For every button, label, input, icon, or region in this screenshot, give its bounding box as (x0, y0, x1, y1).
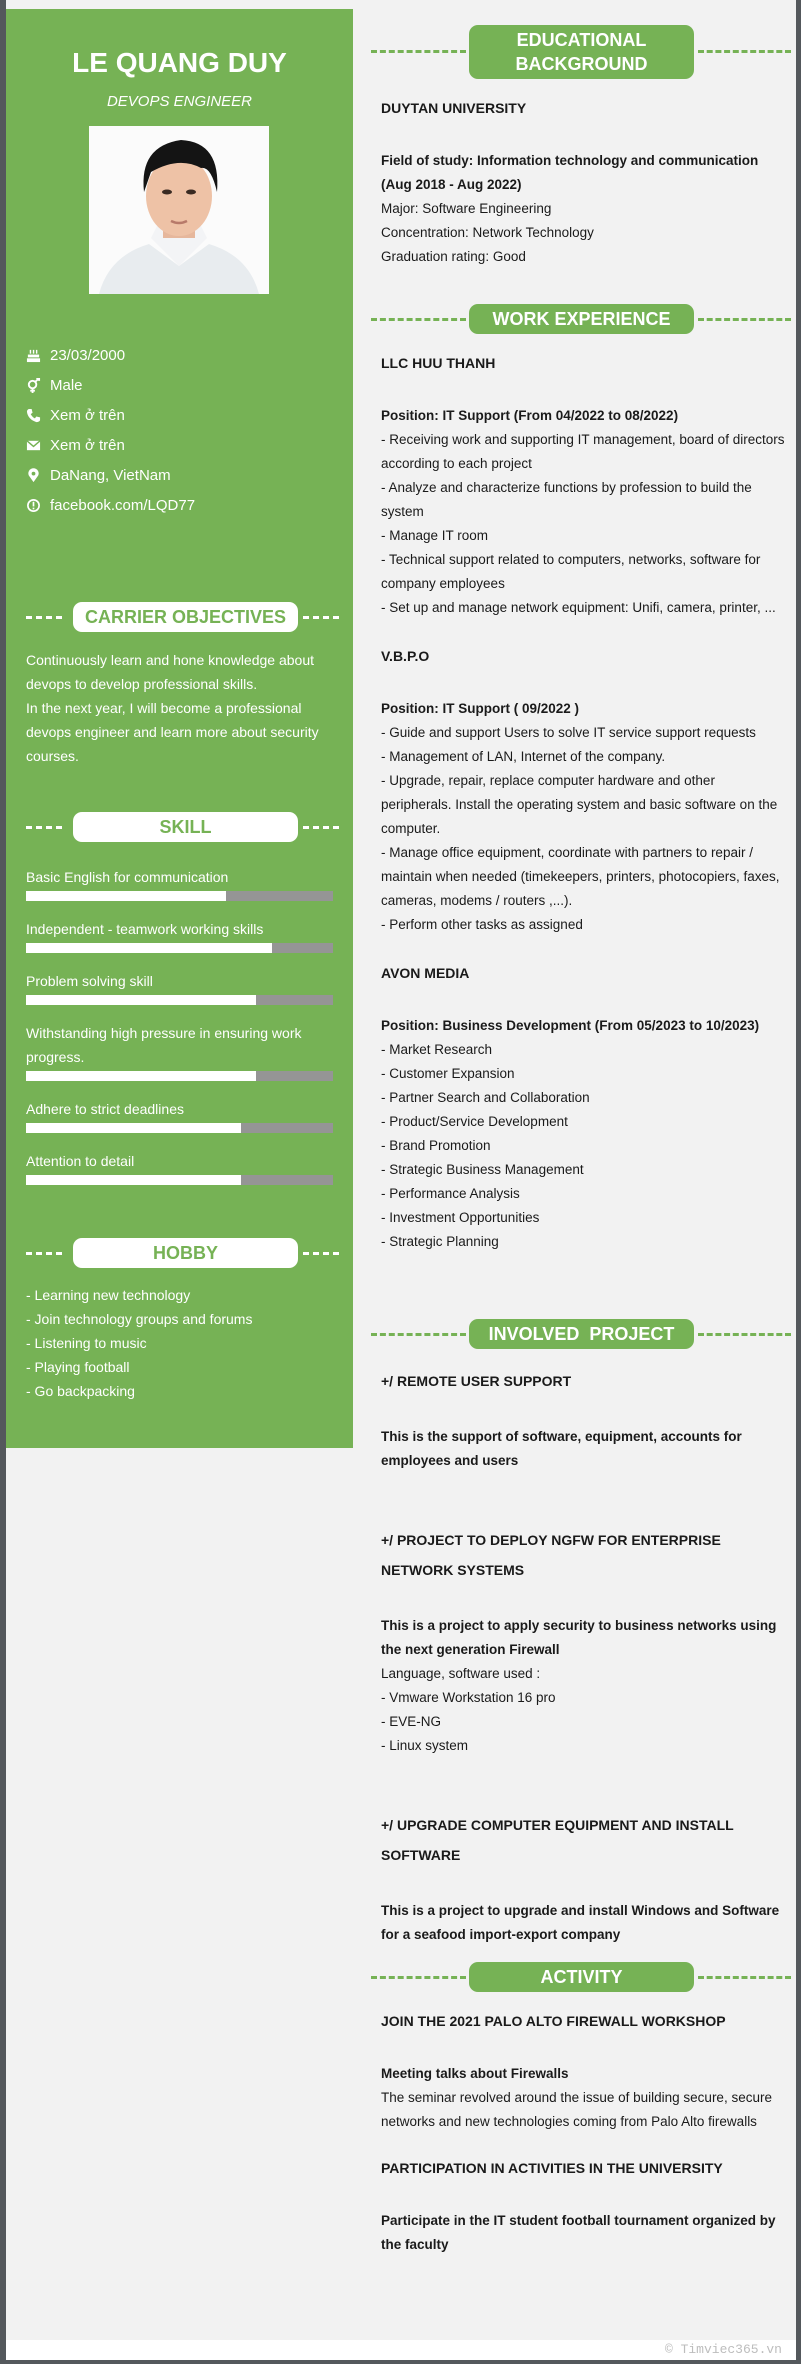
education-heading (371, 25, 791, 79)
projects-section (381, 1366, 785, 1947)
job-task: - Set up and manage network equipment: Unifi, camera, printer, ... (381, 600, 776, 615)
spacer (381, 937, 785, 961)
school-name: DUYTAN UNIVERSITY (381, 100, 527, 116)
location-icon (26, 468, 41, 483)
skill-level-fill (26, 1071, 256, 1081)
job-task: - Strategic Planning (381, 1234, 499, 1249)
job-task: - Management of LAN, Internet of the company. (381, 749, 666, 764)
info-phone (26, 405, 125, 425)
project-description: This is a project to upgrade and install Windows and Software for a seafood import-export company (381, 1903, 780, 1942)
phone-icon (26, 408, 41, 423)
info-birthday (26, 345, 125, 365)
scrollbar[interactable] (796, 0, 801, 2364)
email-icon (26, 438, 41, 453)
job-task: - Manage office equipment, coordinate with partners to repair / maintain when needed (timekeepers, printers, photocopiers, faxes, cameras, modems / routers ,...). (381, 845, 780, 908)
gender-icon (26, 378, 41, 393)
skill-level-fill (26, 1123, 241, 1133)
job-task: - Partner Search and Collaboration (381, 1090, 590, 1105)
job-task: - Product/Service Development (381, 1114, 568, 1129)
project-description: This is the support of software, equipment, accounts for employees and users (381, 1429, 742, 1468)
skill-level-fill (26, 995, 256, 1005)
hobby-item: - Go backpacking (26, 1383, 135, 1399)
education-title-line2: BACKGROUND (515, 54, 648, 74)
projects-heading (371, 1319, 791, 1349)
spacer (381, 668, 785, 697)
job-task: - Manage IT room (381, 528, 489, 543)
job-task: - Performance Analysis (381, 1186, 520, 1201)
skill-item (26, 1097, 333, 1133)
phone-text: Xem ở trên (50, 406, 125, 424)
birthday-cake-icon (26, 348, 41, 363)
spacer (381, 1758, 785, 1810)
company-name: V.B.P.O (381, 648, 430, 664)
skill-level-fill (26, 943, 272, 953)
projects-title: INVOLVED PROJECT (469, 1319, 694, 1349)
spacer (381, 2180, 785, 2209)
education-section (381, 96, 785, 269)
hobby-title: HOBBY (73, 1238, 298, 1268)
job-position: Position: IT Support (From 04/2022 to 08/2022) (381, 408, 679, 423)
job-task: - Market Research (381, 1042, 493, 1057)
skill-item (26, 1021, 333, 1081)
hobby-item: - Join technology groups and forums (26, 1311, 253, 1327)
skill-label: Independent - teamwork working skills (26, 921, 264, 937)
info-facebook (26, 495, 195, 515)
job-task: - Upgrade, repair, replace computer hardware and other peripherals. Install the operating system and basic software on the computer. (381, 773, 778, 836)
footer (6, 2340, 796, 2360)
skill-level-bar (26, 1123, 333, 1133)
job-task: - Analyze and characterize functions by profession to build the system (381, 480, 752, 519)
objective-line: In the next year, I will become a professional devops engineer and learn more about security courses. (26, 700, 319, 764)
facebook-link[interactable]: facebook.com/LQD77 (50, 496, 196, 514)
job-position: Position: Business Development (From 05/2023 to 10/2023) (381, 1018, 760, 1033)
location-text: DaNang, VietNam (50, 466, 171, 484)
gender-text: Male (50, 376, 83, 394)
spacer (381, 1473, 785, 1525)
company-name: AVON MEDIA (381, 965, 470, 981)
profile-photo (89, 126, 269, 294)
info-gender (26, 375, 83, 395)
job-task: - Customer Expansion (381, 1066, 515, 1081)
project-detail: - Vmware Workstation 16 pro (381, 1690, 556, 1705)
job-task: - Strategic Business Management (381, 1162, 584, 1177)
project-title: +/ UPGRADE COMPUTER EQUIPMENT AND INSTALL SOFTWARE (381, 1817, 734, 1863)
info-location (26, 465, 171, 485)
skill-level-bar (26, 995, 333, 1005)
activity-section (381, 2009, 785, 2257)
education-detail: Major: Software Engineering (381, 201, 552, 216)
skill-title: SKILL (73, 812, 298, 842)
skill-label: Adhere to strict deadlines (26, 1101, 184, 1117)
hobby-item: - Playing football (26, 1359, 130, 1375)
hobby-heading (26, 1238, 333, 1268)
spacer (381, 2134, 785, 2156)
skill-label: Withstanding high pressure in ensuring work progress. (26, 1025, 302, 1065)
skill-item (26, 917, 333, 953)
sidebar (6, 9, 353, 1448)
spacer (381, 375, 785, 404)
job-title: DEVOPS ENGINEER (106, 93, 253, 110)
skill-item (26, 969, 333, 1005)
field-of-study: Field of study: Information technology and communication (Aug 2018 - Aug 2022) (381, 153, 759, 192)
activity-subtitle: Participate in the IT student football tournament organized by the faculty (381, 2213, 776, 2252)
objectives-text (26, 648, 336, 768)
spacer (381, 1585, 785, 1614)
work-title: WORK EXPERIENCE (469, 304, 694, 334)
activity-heading (371, 1962, 791, 1992)
job-task: - Guide and support Users to solve IT service support requests (381, 725, 756, 740)
skill-level-bar (26, 1071, 333, 1081)
project-title: +/ PROJECT TO DEPLOY NGFW FOR ENTERPRISE NETWORK SYSTEMS (381, 1532, 721, 1578)
activity-title: JOIN THE 2021 PALO ALTO FIREWALL WORKSHOP (381, 2013, 726, 2029)
job-task: - Technical support related to computers, networks, software for company employees (381, 552, 761, 591)
activity-title: ACTIVITY (469, 1962, 694, 1992)
spacer (381, 620, 785, 644)
objectives-title: CARRIER OBJECTIVES (73, 602, 298, 632)
work-heading (371, 304, 791, 334)
skill-item (26, 865, 333, 901)
project-detail: - Linux system (381, 1738, 469, 1753)
hobby-item: - Listening to music (26, 1335, 147, 1351)
birthday-text: 23/03/2000 (50, 346, 126, 364)
skill-label: Problem solving skill (26, 973, 153, 989)
job-task: - Receiving work and supporting IT management, board of directors according to each project (381, 432, 785, 471)
company-name: LLC HUU THANH (381, 355, 496, 371)
spacer (381, 1396, 785, 1425)
skill-label: Attention to detail (26, 1153, 135, 1169)
objectives-heading (26, 602, 333, 632)
activity-description: The seminar revolved around the issue of building secure, secure networks and new technologies coming from Palo Alto firewalls (381, 2090, 772, 2129)
skill-level-bar (26, 943, 333, 953)
info-email (26, 435, 125, 455)
job-task: - Brand Promotion (381, 1138, 491, 1153)
project-description: This is a project to apply security to business networks using the next generation Firewall (381, 1618, 777, 1657)
job-position: Position: IT Support ( 09/2022 ) (381, 701, 580, 716)
work-section (381, 351, 785, 1254)
skill-label: Basic English for communication (26, 869, 229, 885)
activity-subtitle: Meeting talks about Firewalls (381, 2066, 569, 2081)
spacer (381, 1870, 785, 1899)
email-text: Xem ở trên (50, 436, 125, 454)
objective-line: Continuously learn and hone knowledge about devops to develop professional skills. (26, 652, 314, 692)
project-detail: - EVE-NG (381, 1714, 442, 1729)
watermark: © Timviec365.vn (664, 2342, 782, 2357)
bottom-border (0, 2360, 801, 2364)
hobby-item: - Learning new technology (26, 1287, 191, 1303)
skill-level-bar (26, 1175, 333, 1185)
project-detail: Language, software used : (381, 1666, 541, 1681)
skill-level-bar (26, 891, 333, 901)
education-detail: Concentration: Network Technology (381, 225, 594, 240)
info-icon (26, 498, 41, 513)
spacer (381, 985, 785, 1014)
hobby-list (26, 1283, 252, 1403)
project-title: +/ REMOTE USER SUPPORT (381, 1373, 572, 1389)
activity-title: PARTICIPATION IN ACTIVITIES IN THE UNIVERSITY (381, 2160, 723, 2176)
spacer (381, 2033, 785, 2062)
skill-level-fill (26, 1175, 241, 1185)
job-task: - Perform other tasks as assigned (381, 917, 583, 932)
skill-level-fill (26, 891, 226, 901)
education-title-line1: EDUCATIONAL (516, 30, 647, 50)
candidate-name: LE QUANG DUY (72, 47, 287, 78)
skill-item (26, 1149, 333, 1185)
skill-heading (26, 812, 333, 842)
job-task: - Investment Opportunities (381, 1210, 540, 1225)
education-detail: Graduation rating: Good (381, 249, 526, 264)
